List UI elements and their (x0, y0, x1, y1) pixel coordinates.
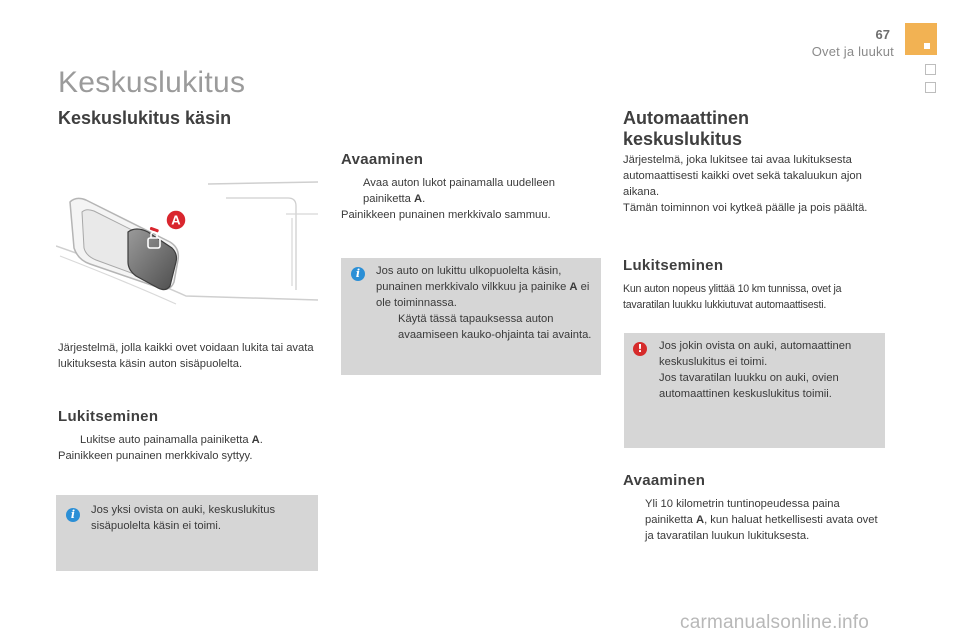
middle-opening-title: Avaaminen (341, 151, 424, 168)
warning-icon: ! (633, 342, 647, 356)
section-name: Ovet ja luukut (811, 44, 894, 59)
info-icon: i (351, 267, 365, 281)
right-opening-title: Avaaminen (623, 472, 706, 489)
automatic-locking-heading: Automaattinen keskuslukitus (623, 108, 749, 149)
left-info-text: Jos yksi ovista on auki, keskuslukitus sisäpuolelta käsin ei toimi. (91, 504, 276, 532)
door-panel-drawing (56, 178, 318, 328)
page-number: 67 (875, 27, 890, 42)
right-opening-bullet: Yli 10 kilometrin tuntinopeudessa paina painiketta A, kun haluat hetkellisesti avata ovet ja tavaratilan luukun lukituksesta. (645, 498, 878, 542)
page-title: Keskuslukitus (58, 66, 246, 99)
middle-info-note (341, 258, 601, 375)
middle-opening-bullet: Avaa auton lukot painamalla uudelleen painiketta A. (363, 177, 555, 205)
tab-dot (924, 43, 930, 49)
right-locking-title: Lukitseminen (623, 257, 724, 274)
chapter-tab-empty (925, 64, 936, 75)
right-warning-note (624, 333, 885, 448)
chapter-tab-active (905, 23, 937, 55)
left-info-note (56, 495, 318, 571)
left-locking-title: Lukitseminen (58, 408, 159, 425)
left-locking-bullet: Lukitse auto painamalla painiketta A. (80, 434, 263, 446)
manual-locking-intro: Järjestelmä, jolla kaikki ovet voidaan lukita tai avata lukituksesta käsin auton sisäpuolelta. (58, 342, 314, 370)
button-a-label: A (171, 212, 181, 228)
middle-opening-text (341, 175, 597, 223)
info-icon: i (66, 508, 80, 522)
left-locking-after: Painikkeen punainen merkkivalo syttyy. (58, 450, 253, 462)
manual-locking-heading: Keskuslukitus käsin (58, 108, 232, 128)
right-locking-text: Kun auton nopeus ylittää 10 km tunnissa, ovet ja tavaratilan luukku lukkiutuvat automaattisesti. (623, 283, 842, 311)
automatic-locking-intro: Järjestelmä, joka lukitsee tai avaa lukituksesta automaattisesti kaikki ovet sekä takaluukun ajon aikana. Tämän toiminnon voi kytkeä päälle ja pois päältä. (623, 154, 868, 214)
door-lock-button-illustration (56, 178, 318, 328)
chapter-tab-empty (925, 82, 936, 93)
left-locking-text (58, 432, 314, 464)
middle-opening-after: Painikkeen punainen merkkivalo sammuu. (341, 209, 551, 221)
watermark: carmanualsonline.info (680, 612, 870, 633)
middle-info-text: Jos auto on lukittu ulkopuolelta käsin, punainen merkkivalo vilkkuu ja painike A ei ole toiminnassa. Käytä tässä tapauksessa auton avaamiseen kauko-ohjainta tai avainta. (376, 263, 594, 343)
middle-info-bullet: Käytä tässä tapauksessa auton avaamiseen kauko-ohjainta tai avainta. (398, 313, 592, 341)
right-warning-text: Jos jokin ovista on auki, automaattinen keskuslukitus ei toimi. Jos tavaratilan luukku on auki, ovien automaattinen keskuslukitus toimii. (659, 340, 852, 400)
right-opening-text (623, 496, 885, 544)
